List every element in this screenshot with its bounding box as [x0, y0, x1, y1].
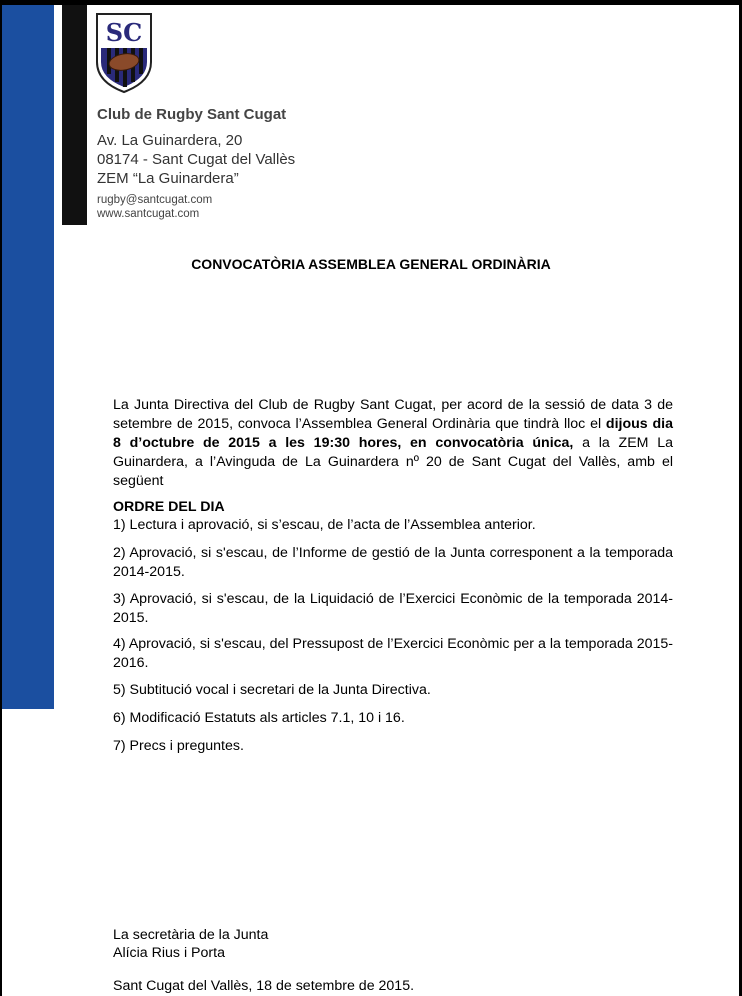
signature-name: Alícia Rius i Porta — [113, 945, 225, 961]
email-link[interactable]: rugby@santcugat.com — [97, 194, 213, 206]
agenda-item: 1) Lectura i aprovació, si s’escau, de l’acta de l’Assemblea anterior. — [113, 517, 536, 533]
club-name: Club de Rugby Sant Cugat — [97, 106, 287, 123]
agenda-heading: ORDRE DEL DIA — [113, 499, 225, 515]
date-place: Sant Cugat del Vallès, 18 de setembre de 2015. — [113, 978, 415, 994]
address-line-2: 08174 - Sant Cugat del Vallès — [97, 151, 296, 168]
address-line-1: Av. La Guinardera, 20 — [97, 132, 243, 149]
agenda-item: 3) Aprovació, si s'escau, de la Liquidació de l’Exercici Econòmic de la temporada 2014-2015. — [113, 591, 673, 626]
meeting-date-bold: dijous dia 8 d’octubre de 2015 a les 19:30 hores, en convocatòria única, — [113, 416, 673, 451]
signature-role: La secretària de la Junta — [113, 927, 269, 943]
top-border — [0, 0, 742, 5]
intro-text-1: La Junta Directiva del Club de Rugby Sant Cugat, per acord de la sessió de data 3 de setembre de 2015, convoca l’Assemblea General Ordinària que tindrà lloc el — [113, 397, 673, 432]
agenda-item: 5) Subtitució vocal i secretari de la Junta Directiva. — [113, 682, 431, 698]
logo-text: SC — [105, 18, 143, 47]
address-line-3: ZEM “La Guinardera” — [97, 170, 239, 187]
agenda-item: 6) Modificació Estatuts als articles 7.1, 10 i 16. — [113, 710, 405, 726]
blue-side-bar — [2, 5, 54, 709]
intro-text-2: a la ZEM La Guinardera, a l’Avinguda de La Guinardera nº 20 de Sant Cugat del Vallès, amb el següent — [113, 435, 673, 489]
intro-paragraph — [113, 396, 673, 491]
agenda-item: 7) Precs i preguntes. — [113, 738, 244, 754]
document-title: CONVOCATÒRIA ASSEMBLEA GENERAL ORDINÀRIA — [191, 256, 551, 272]
website-link[interactable]: www.santcugat.com — [97, 208, 200, 220]
club-crest-logo — [95, 12, 153, 94]
agenda-item: 4) Aprovació, si s'escau, del Pressupost de l’Exercici Econòmic per a la temporada 2015-2016. — [113, 636, 673, 671]
black-side-bar — [62, 5, 87, 225]
agenda-item: 2) Aprovació, si s'escau, de l’Informe de gestió de la Junta corresponent a la temporada 2014-2015. — [113, 545, 673, 580]
